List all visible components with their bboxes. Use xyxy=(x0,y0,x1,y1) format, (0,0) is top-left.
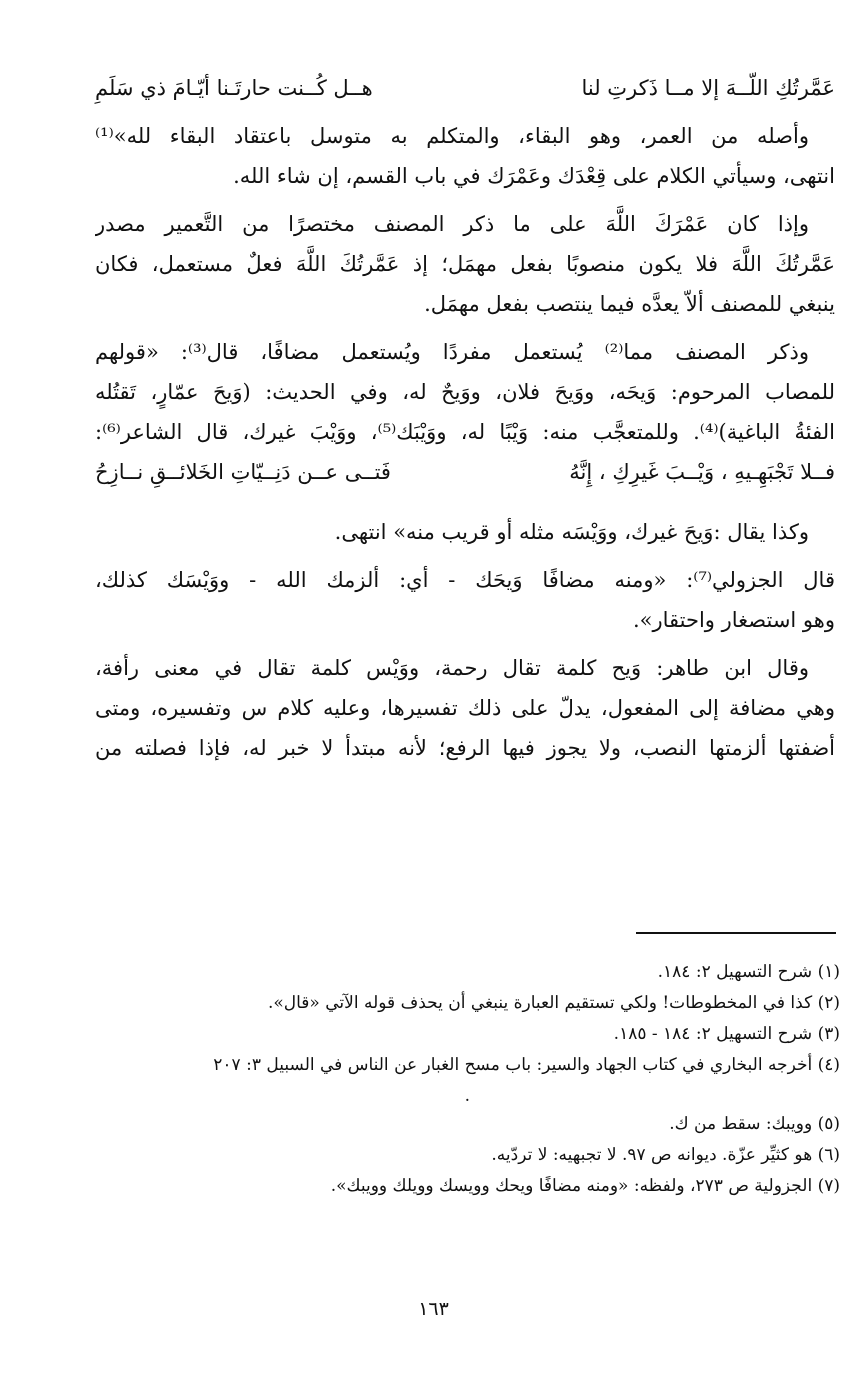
page-number: ١٦٣ xyxy=(418,1298,449,1320)
footnote-6: (٦) هو كثيِّر عزّة. ديوانه ص ٩٧. لا تجبهيه: لا تردّيه. xyxy=(491,1145,840,1165)
footnote-4-continuation: . xyxy=(464,1086,470,1106)
footnote-5: (٥) وويبك: سقط من ك. xyxy=(669,1114,840,1134)
footnote-2: (٢) كذا في المخطوطات! ولكي تستقيم العبارة ينبغي أن يحذف قوله الآتي «قال». xyxy=(267,993,840,1013)
text-line: وإذا كان عَمْرَكَ اللَّهَ على ما ذكر المصنف مختصرًا من التَّعمير مصدر xyxy=(95,212,809,236)
footnote-7: (٧) الجزولية ص ٢٧٣، ولفظه: «ومنه مضافًا ويحك وويسك وويلك وويبك». xyxy=(330,1176,840,1196)
poetry-verse-mid xyxy=(95,452,835,492)
paragraph xyxy=(95,648,835,768)
text-line: وهو استصغار واحتقار». xyxy=(632,608,835,632)
text-line: وقال ابن طاهر: وَيح كلمة تقال رحمة، ووَيْس كلمة تقال في معنى رأفة، xyxy=(95,656,809,680)
text-line: الفئةُ الباغية)⁽⁴⁾. وللمتعجَّب منه: وَيْبًا له، ووَيْبَك⁽⁵⁾، ووَيْبَ غيرك، قال الشاعر⁽⁶⁾: xyxy=(95,420,835,444)
paragraph xyxy=(95,204,835,324)
main-text xyxy=(95,68,835,768)
text-line: عَمَّرتُكَ اللَّهَ فلا يكون منصوبًا بفعل مهمَل؛ إذ عَمَّرتُكَ اللَّهَ فعلٌ مستعمل، فكان xyxy=(95,252,835,276)
footnote-4: (٤) أخرجه البخاري في كتاب الجهاد والسير: باب مسح الغبار عن الناس في السبيل ٣: ٢٠٧ xyxy=(213,1055,840,1075)
poetry-verse-top xyxy=(95,68,835,108)
text-line: أضفتها ألزمتها النصب، ولا يجوز فيها الرفع؛ لأنه مبتدأ لا خبر له، فإذا فصلته من xyxy=(95,736,835,760)
text-line: وذكر المصنف مما⁽²⁾ يُستعمل مفردًا ويُستعمل مضافًا، قال⁽³⁾: «قولهم xyxy=(95,340,809,364)
footnotes xyxy=(60,957,840,1202)
text-line: انتهى، وسيأتي الكلام على قِعْدَك وعَمْرَك في باب القسم، إن شاء الله. xyxy=(233,164,835,188)
footnote-1: (١) شرح التسهيل ٢: ١٨٤. xyxy=(657,962,840,982)
paragraph xyxy=(95,512,835,552)
text-line: للمصاب المرحوم: وَيحَه، ووَيحَ فلان، ووَيحٌ له، وفي الحديث: (وَيحَ عمّارٍ، تَقتُله xyxy=(95,380,835,404)
text-line: قال الجزولي⁽⁷⁾: «ومنه مضافًا وَيحَك - أي: ألزمك الله - ووَيْسَك كذلك، xyxy=(95,568,835,592)
verse-top-second-hemistich: هــل كُــنت حارتَـنا أيّـامَ ذي سَلَمِ xyxy=(95,76,373,100)
paragraph xyxy=(95,116,835,196)
verse-mid-second-hemistich: فَتــى عــن دَنِــيّاتِ الخَلائــقِ نــازِحُ xyxy=(95,460,391,484)
verse-top-first-hemistich: عَمَّرتُكِ اللّــهَ إلا مــا ذَكرتِ لنا xyxy=(581,76,835,100)
text-line: وكذا يقال :وَيحَ غيرك، ووَيْسَه مثله أو قريب منه» انتهى. xyxy=(334,520,809,544)
text-line: وأصله من العمر، وهو البقاء، والمتكلم به متوسل باعتقاد البقاء لله»⁽¹⁾ xyxy=(95,124,809,148)
footnote-separator xyxy=(636,932,836,934)
paragraph xyxy=(95,332,835,452)
paragraph xyxy=(95,560,835,640)
footnote-3: (٣) شرح التسهيل ٢: ١٨٤ - ١٨٥. xyxy=(613,1024,840,1044)
text-line: وهي مضافة إلى المفعول، يدلّ على ذلك تفسيرها، وعليه كلام س وتفسيره، ومتى xyxy=(95,696,835,720)
verse-mid-first-hemistich: فــلا تَجْبَهِـيهِ ، وَيْــبَ غَيرِكِ ، إِنَّهُ xyxy=(569,460,835,484)
text-line: ينبغي للمصنف ألاّ يعدَّه فيما ينتصب بفعل مهمَل. xyxy=(424,292,835,316)
